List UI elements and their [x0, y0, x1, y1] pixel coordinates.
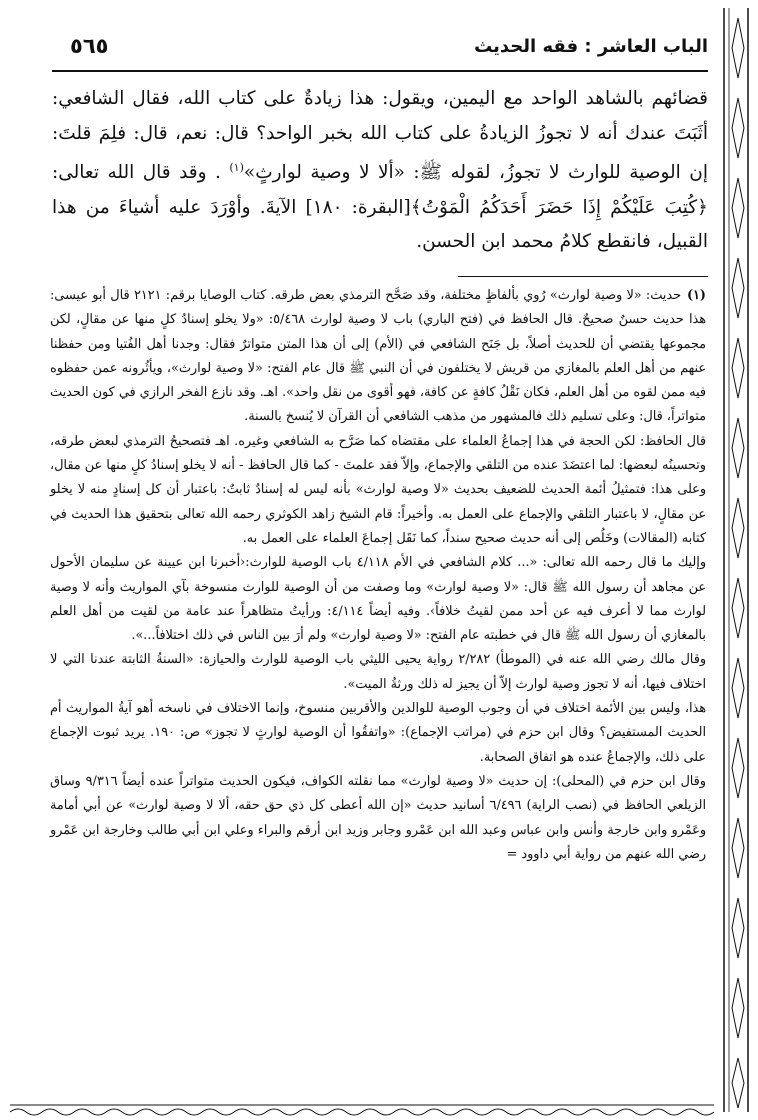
footnote-paragraph: وإليك ما قال رحمه الله تعالى: «... كلام الشافعي في الأم ٤/١١٨ باب الوصية للوارث:‹أخبرنا ابن عيينة عن سليمان الأحول عن مجاهد أن رسول الله ﷺ قال: «لا وصية لوارث» وما وصفت من أن الوصية للوارث منسوخة بآي المواريث وأنه لا وصية لوارث مما لا أعرف فيه عن أحد ممن لقيتُ خلافاً›. وفيه أيضاً ٤/١١٤: ورأيتُ متظاهراً عند عامة من لقيت من أهل العلم بالمغازي أن رسول الله ﷺ قال في خطبته عام الفتح: «لا وصية لوارث» ولم أرَ بين الناس في ذلك اختلافاً...». — [50, 555, 706, 644]
main-paragraph — [52, 82, 708, 260]
footnote-paragraph: وقال ابن حزم في (المحلى): إن حديث «لا وصية لوارث» مما نقلته الكواف، فيكون الحديث متواتراً عنده أيضاً ٩/٣١٦ وساق الزيلعي الحافظ في (نصب الراية) ٦/٤٩٦ أسانيد حديث «إن الله أعطى كل ذي حق حقه، ألا لا وصية لوارث» عن أبي أمامة وعَمْرو وابن خارجة وأنس وابن عباس وعبد الله ابن عَمْرو وجابر وزيد ابن أرقم والبراء وعلي ابن أبي طالب وخارجة ابن عَمْرو رضي الله عنهم من رواية أبي داوود = — [50, 773, 707, 862]
footnote-paragraph: قال الحافظ: لكن الحجة في هذا إجماعُ العلماء على مقتضاه كما صَرَّح به الشافعي وغيره. اهـ فتصحيحُ الترمذي لبعض طرقه، وتحسينُه لبعضها: لما اعتضَدَ عنده من التلقي والإجماع، وإلاّ فقد علمتَ - كما قال الحافظ - أنه لا يخلو إسنادُ كلٍ منها عن مقال، وعلى هذا: فتمثيلُ أئمة الحديث للضعيف بحديث «لا وصية لوارث» بأنه ليس له إسنادٌ ثابتٌ: باعتبار أن كل إسنادٍ منه لا يخلو عن مقالٍ، لا باعتبار التلقي والإجماع على العمل به. وأخيراً: قام الشيخ زاهد الكوثري رحمه الله تعالى بتحقيق هذا الحديث في كتابه (المقالات) وخَلُص إلى أنه حديث صحيح سنداً، كما نَقَل إجماعَ العلماء على العمل به. — [50, 433, 706, 546]
main-text-part-2: . وقد قال الله تعالى: ﴿كُتِبَ عَلَيْكُمْ إِذَا حَضَرَ أَحَدَكُمُ الْمَوْتُ﴾[البقرة: ١٨٠] الآيةَ. وأوْرَدَ عليه أشياءَ من هذا القبيل، فانقطع كلامُ محمد ابن الحسن. — [52, 162, 708, 253]
footnote-reference: (١) — [229, 161, 244, 174]
page-header — [52, 30, 708, 68]
page-number: ٥٦٥ — [70, 34, 109, 58]
footnote-paragraph: هذا، وليس بين الأئمة اختلاف في أن وجوب الوصية للوالدين والأقربين منسوخ، وإنما الاختلاف في ناسخه أهو آيةُ المواريث أم الحديث المستفيض؟ وقال ابن حزم في (مراتب الإجماع): «واتفقُوا أن الوصية لوارثٍ لا تجوز» ص: ١٩٠. يريد ثبوت الإجماع على ذلك، والإجماعُ عنده هو اتفاق الصحابة. — [50, 701, 707, 765]
header-divider — [52, 70, 708, 72]
ornamental-border-decoration — [718, 8, 754, 1112]
bottom-border-decoration — [10, 1102, 714, 1116]
footnotes-section — [50, 284, 706, 867]
main-text-part-1: قضائهم بالشاهد الواحد مع اليمين، ويقول: هذا زيادةٌ على كتاب الله، فقال الشافعي: أثَبَتَ عندك أنه لا تجوزُ الزيادةُ على كتاب الله بخبر الواحد؟ قال: نعم، قال: فلِمَ قلتَ: إن الوصية للوارث لا تجوزُ، لقوله ﷺ: «ألا لا وصية لوارثٍ» — [52, 88, 708, 184]
footnote-separator — [458, 276, 708, 277]
footnote-paragraph: وقال مالك رضي الله عنه في (الموطأ) ٢/٢٨٢ رواية يحيى الليثي باب الوصية للوارث والحيازة: «السنةُ الثابتة عندنا التي لا اختلاف فيها، أنه لا تجوز وصية لوارث إلاّ أن يجيز له ذلك ورثةُ الميت». — [50, 652, 707, 692]
footnote-number: (١) — [686, 288, 706, 303]
chapter-title: الباب العاشر : فقه الحديث — [474, 36, 708, 57]
footnote-text: حديث: «لا وصية لوارث» رُوي بألفاظٍ مختلفة، وقد صَحَّح الترمذي بعض طرقه. كتاب الوصايا برقم: ٢١٢١ قال أبو عيسى: هذا حديث حسنٌ صحيحٌ. قال الحافظ في (فتح الباري) باب لا وصية لوارث ٥/٤٦٨: «ولا يخلو إسنادُ كلٍ منها عن مقالٍ، لكن مجموعها يقتضي أن للحديث أصلاً، بل جَنَح الشافعي في (الأم) إلى أن هذا المتن متواترٌ فقال: وجدنا أهل الفُتيا ومن حفظنا عنهم من أهل العلم بالمغازي من قريش لا يختلفون في أن النبي ﷺ قال عام الفتح: «لا وصية لوارث»، ويأثُرونه عمن حفظوه فيه ممن لقوه من أهل العلم، فكان نَقْلُ كافةٍ عن كافة، فهو أقوى من نقل واحد». اهـ. وقد نازع الفخر الرازي في كون الحديث متواتراً، قال: وعلى تسليم ذلك فالمشهور من مذهب الشافعي أن القرآن لا يُنسخ بالسنة. — [50, 288, 706, 425]
footnote-paragraph — [50, 284, 706, 430]
